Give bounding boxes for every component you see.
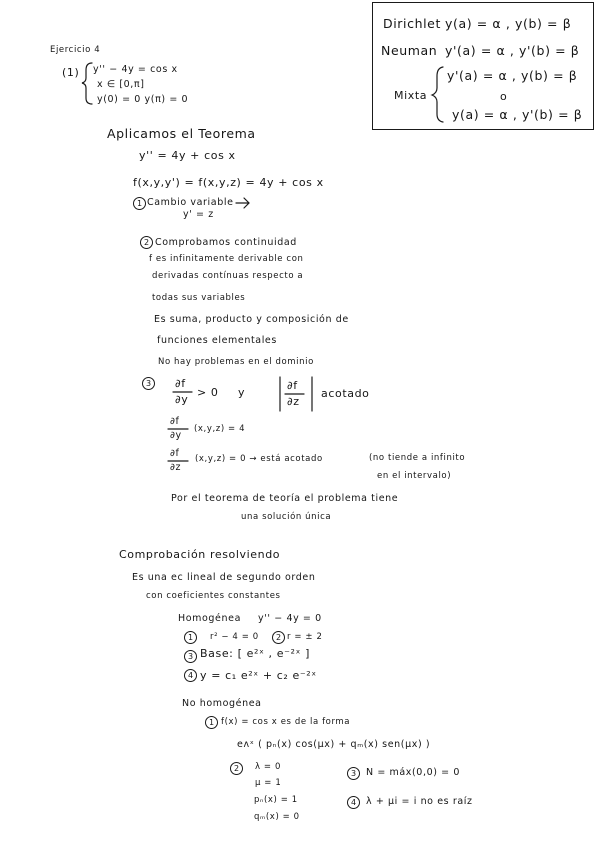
greater-than-zero: > 0 — [197, 386, 219, 399]
qm-value: qₘ(x) = 0 — [254, 812, 300, 822]
partial-f-numerator-4: ∂f — [170, 448, 180, 459]
step-1-text: Cambio variable — [147, 197, 234, 208]
theorem-heading: Aplicamos el Teorema — [107, 126, 256, 141]
characteristic-equation: r² − 4 = 0 — [210, 632, 259, 642]
exercise-number: (1) — [62, 66, 80, 79]
exercise-title: Ejercicio 4 — [50, 45, 101, 55]
mixta-or: o — [500, 90, 508, 103]
step-2-line-5: funciones elementales — [157, 335, 277, 346]
note-line-1: (no tiende a infinito — [369, 453, 466, 463]
note-line-2: en el intervalo) — [377, 471, 452, 481]
exercise-equation: y'' − 4y = cos x — [93, 64, 178, 75]
solution-basis: Base: [ e²ˣ , e⁻²ˣ ] — [200, 647, 310, 660]
exercise-brace-icon — [82, 63, 92, 104]
homogeneous-equation: y'' − 4y = 0 — [258, 613, 322, 624]
conjunction-y: y — [238, 386, 246, 399]
step-2-line-2: derivadas contínuas respecto a — [152, 271, 304, 281]
theorem-equation: y'' = 4y + cos x — [139, 149, 236, 162]
homogeneous-step-2-marker: 2 — [272, 631, 285, 644]
partial-z-denominator-2: ∂z — [170, 462, 182, 473]
neuman-condition: y'(a) = α , y'(b) = β — [445, 43, 580, 58]
non-homogeneous-step-3-marker: 3 — [347, 767, 360, 780]
exercise-boundary-conditions: y(0) = 0 y(π) = 0 — [97, 94, 189, 105]
mixta-brace-icon — [432, 67, 443, 122]
pn-value: pₙ(x) = 1 — [254, 795, 298, 805]
dirichlet-label: Dirichlet — [383, 16, 441, 31]
acotado-label: acotado — [321, 387, 370, 400]
homogeneous-general-solution: y = c₁ e²ˣ + c₂ e⁻²ˣ — [200, 669, 317, 682]
mixta-label: Mixta — [394, 89, 428, 102]
derivative-y-value: (x,y,z) = 4 — [194, 424, 246, 434]
conclusion-line-2: una solución única — [241, 512, 332, 522]
verification-line-2: con coeficientes constantes — [146, 591, 281, 601]
step-1-marker: 1 — [133, 197, 146, 210]
exercise-domain: x ∈ [0,π] — [97, 79, 145, 90]
step-3-marker: 3 — [142, 377, 155, 390]
partial-z-denominator-1: ∂z — [287, 395, 300, 408]
partial-y-denominator-2: ∂y — [170, 430, 182, 441]
homogeneous-step-4-marker: 4 — [184, 669, 197, 682]
mixta-condition-2: y(a) = α , y'(b) = β — [452, 107, 583, 122]
homogeneous-label: Homogénea — [178, 613, 241, 624]
homogeneous-step-1-marker: 1 — [184, 631, 197, 644]
f-definition: f(x,y,y') = f(x,y,z) = 4y + cos x — [133, 176, 324, 189]
non-homogeneous-step-4-marker: 4 — [347, 796, 360, 809]
partial-f-numerator-2: ∂f — [287, 379, 298, 392]
step-2-line-1: f es infinitamente derivable con — [149, 254, 304, 264]
step-2-line-4: Es suma, producto y composición de — [154, 314, 349, 325]
non-homogeneous-label: No homogénea — [182, 698, 262, 709]
substitution-arrow-icon — [236, 198, 249, 208]
partial-y-denominator-1: ∂y — [175, 393, 189, 406]
partial-f-numerator-3: ∂f — [170, 416, 180, 427]
derivative-z-value: (x,y,z) = 0 → está acotado — [195, 454, 323, 464]
step-2-line-6: No hay problemas en el dominio — [158, 357, 314, 367]
mu-value: μ = 1 — [255, 778, 282, 788]
root-check: λ + μi = i no es raíz — [366, 796, 473, 807]
lambda-value: λ = 0 — [255, 762, 281, 772]
step-1-substitution: y' = z — [183, 209, 214, 220]
conclusion-line-1: Por el teorema de teoría el problema tiene — [171, 493, 399, 504]
step-2-heading: Comprobamos continuidad — [155, 237, 297, 248]
characteristic-roots: r = ± 2 — [287, 632, 323, 642]
degree-n: N = máx(0,0) = 0 — [366, 767, 460, 778]
forcing-general-form: eᴧˣ ( pₙ(x) cos(μx) + qₘ(x) sen(μx) ) — [237, 739, 431, 750]
neuman-label: Neuman — [381, 43, 438, 58]
non-homogeneous-step-2-marker: 2 — [230, 762, 243, 775]
step-2-marker: 2 — [140, 236, 153, 249]
dirichlet-condition: y(a) = α , y(b) = β — [445, 16, 572, 31]
mixta-condition-1: y'(a) = α , y(b) = β — [447, 68, 578, 83]
homogeneous-step-3-marker: 3 — [184, 650, 197, 663]
verification-line-1: Es una ec lineal de segundo orden — [132, 572, 316, 583]
partial-f-numerator-1: ∂f — [175, 377, 186, 390]
verification-heading: Comprobación resolviendo — [119, 548, 281, 561]
forcing-term: f(x) = cos x es de la forma — [221, 717, 351, 727]
step-2-line-3: todas sus variables — [152, 293, 246, 303]
non-homogeneous-step-1-marker: 1 — [205, 716, 218, 729]
